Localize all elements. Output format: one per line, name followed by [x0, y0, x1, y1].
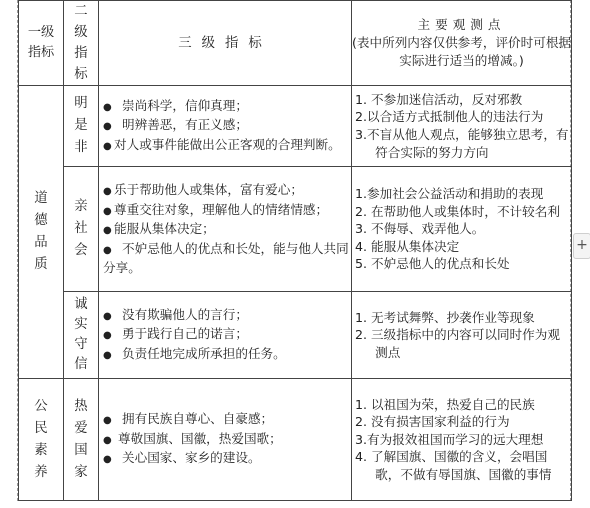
add-row-button[interactable]: + — [573, 233, 590, 259]
list-item: ● 没有欺骗他人的言行； — [103, 306, 349, 326]
list-item: ● 尊重交往对象，理解他人的情绪情感； — [103, 201, 349, 221]
level2-label: 亲社会 — [74, 199, 88, 258]
observation-item: 2.以合适方式抵制他人的违法行为 — [355, 109, 544, 125]
list-item: ● 明辨善恶，有正义感； — [103, 116, 349, 136]
header-row — [19, 1, 572, 86]
level2-cell — [64, 379, 99, 501]
level1-label: 公民素养 — [34, 398, 48, 480]
level1-cell — [19, 86, 64, 379]
list-item: ● 拥有民族自尊心、自豪感； — [103, 410, 349, 430]
bullet-icon: ● — [103, 415, 112, 427]
header-level3-text: 三级指标 — [178, 35, 272, 51]
table-row — [19, 292, 572, 379]
header-level1-text: 一级指标 — [27, 25, 55, 60]
header-level2-text: 二级指标 — [74, 4, 88, 82]
observation-item: 1. 无考试舞弊、抄袭作业等现象 — [355, 309, 535, 325]
bullet-icon: ● — [103, 310, 112, 322]
observation-item: 2. 三级指标中的内容可以同时作为观测点 — [355, 327, 560, 360]
list-item: ● 能服从集体决定； — [103, 220, 349, 240]
level1-label: 道德品质 — [34, 191, 48, 272]
level3-cell — [99, 167, 352, 292]
level4-cell — [352, 167, 572, 292]
level4-cell — [352, 379, 572, 501]
list-item: ● 崇尚科学，信仰真理； — [103, 97, 349, 117]
observation-item: 4. 了解国旗、国徽的含义，会唱国歌，不做有辱国旗、国徽的事情 — [355, 449, 552, 482]
header-level3 — [99, 1, 352, 86]
bullet-icon: ● — [103, 101, 112, 113]
header-level4-note: (表中所列内容仅供参考，评价时可根据实际进行适当的增减。) — [352, 35, 572, 68]
bullet-icon: ● — [103, 349, 112, 361]
bullet-icon: ● — [103, 434, 112, 446]
bullet-icon: ● — [103, 225, 112, 237]
observation-item: 3.有为报效祖国而学习的远大理想 — [355, 431, 544, 447]
list-item: ● 对人或事件能做出公正客观的合理判断。 — [103, 136, 349, 156]
table-row — [19, 167, 572, 292]
list-item: ● 尊敬国旗、国徽，热爱国歌； — [103, 430, 349, 450]
observation-item: 3. 不侮辱、戏弄他人。 — [355, 221, 485, 237]
bullet-icon: ● — [103, 454, 112, 466]
level2-cell — [64, 167, 99, 292]
observation-item: 3.不盲从他人观点，能够独立思考，有符合实际的努力方向 — [355, 127, 569, 160]
level2-label: 明是非 — [74, 96, 88, 155]
bullet-icon: ● — [103, 121, 112, 133]
list-item: ● 不妒忌他人的优点和长处，能与他人共同分享。 — [103, 240, 349, 276]
observation-item: 1.参加社会公益活动和捐助的表现 — [355, 186, 544, 202]
list-item: ● 关心国家、家乡的建设。 — [103, 449, 349, 469]
bullet-icon: ● — [103, 244, 112, 256]
evaluation-table — [18, 0, 572, 501]
header-level4 — [352, 1, 572, 86]
header-level4-title: 主要观测点 — [417, 17, 506, 32]
level3-cell — [99, 379, 352, 501]
header-level2 — [64, 1, 99, 86]
observation-item: 4. 能服从集体决定 — [355, 238, 460, 254]
level4-cell — [352, 86, 572, 167]
list-item: ● 负责任地完成所承担的任务。 — [103, 345, 349, 365]
level2-label: 热爱国家 — [74, 398, 88, 480]
observation-item: 2. 没有损害国家利益的行为 — [355, 414, 510, 430]
list-item: ● 乐于帮助他人或集体，富有爱心； — [103, 181, 349, 201]
level3-cell — [99, 86, 352, 167]
bullet-icon: ● — [103, 330, 112, 342]
header-level1 — [19, 1, 64, 86]
bullet-icon: ● — [103, 140, 112, 152]
table-row — [19, 86, 572, 167]
level2-label: 诚实守信 — [74, 297, 88, 372]
observation-item: 1. 不参加迷信活动，反对邪教 — [355, 91, 523, 107]
observation-item: 2. 在帮助他人或集体时，不计较名利 — [355, 203, 560, 219]
bullet-icon: ● — [103, 186, 112, 198]
observation-item: 1. 以祖国为荣，热爱自己的民族 — [355, 396, 535, 412]
level3-cell — [99, 292, 352, 379]
observation-item: 5. 不妒忌他人的优点和长处 — [355, 256, 510, 272]
level2-cell — [64, 86, 99, 167]
level2-cell — [64, 292, 99, 379]
table-row — [19, 379, 572, 501]
level1-cell — [19, 379, 64, 501]
list-item: ● 勇于践行自己的诺言； — [103, 325, 349, 345]
bullet-icon: ● — [103, 205, 112, 217]
level4-cell — [352, 292, 572, 379]
